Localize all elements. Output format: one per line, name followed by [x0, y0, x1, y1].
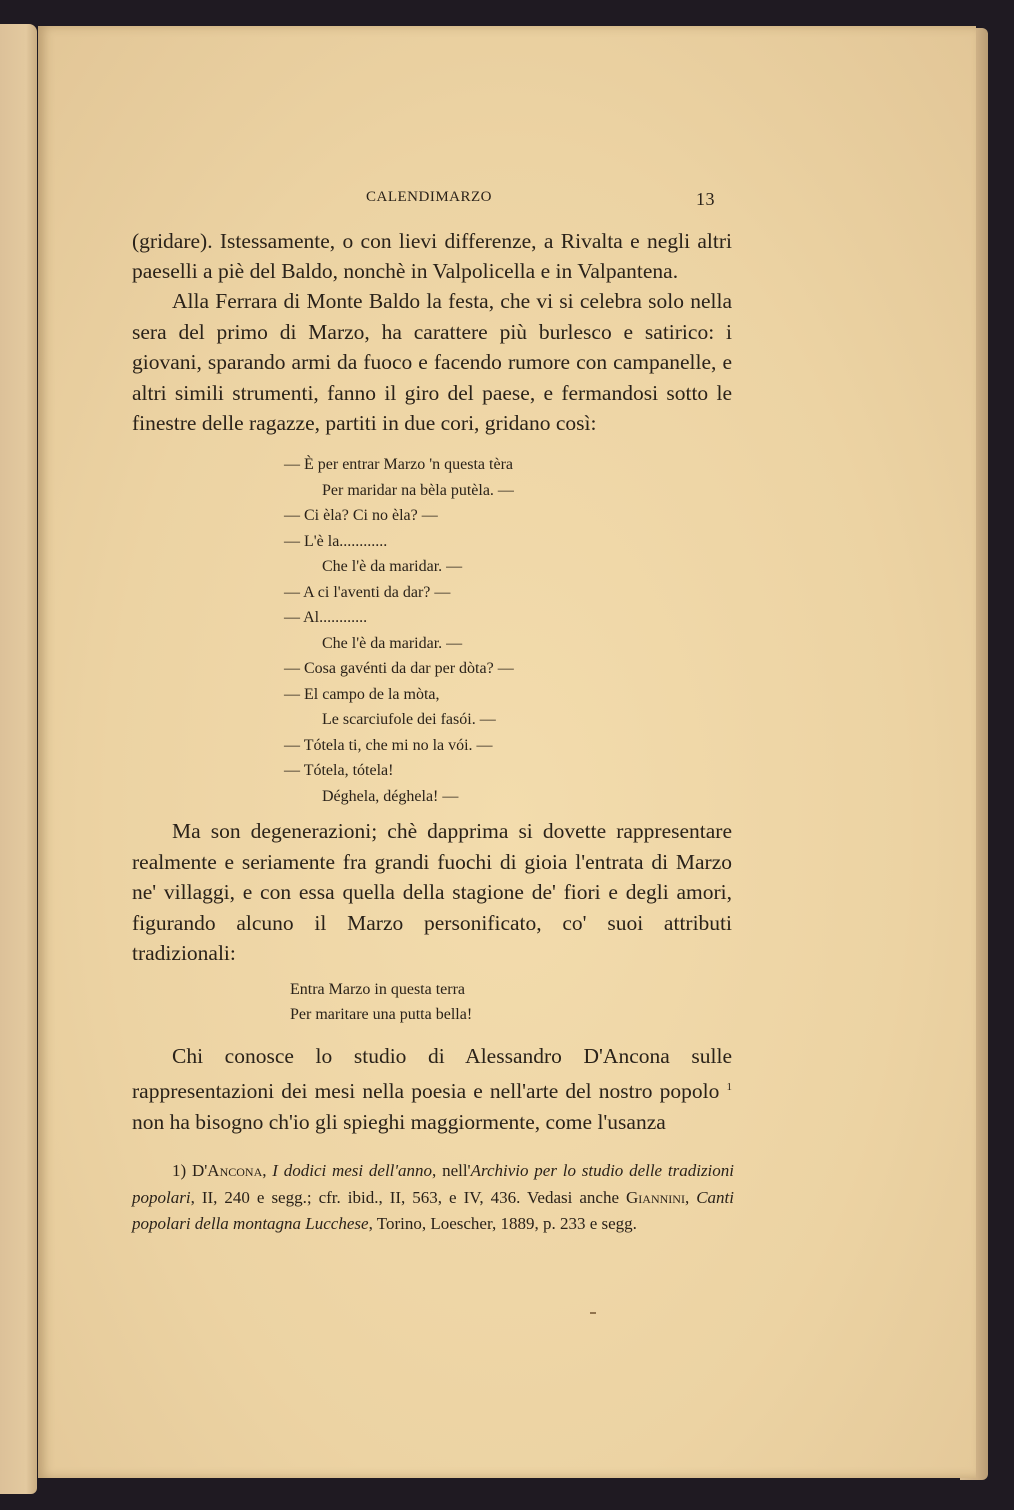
footnote-rest-1: , II, 240 e segg.; cfr. ibid., II, 563, e IV, 436. Vedasi anche	[190, 1187, 619, 1207]
footnote-reference[interactable]: 1	[726, 1081, 733, 1093]
footnote-title-2: Canti popolari della montagna Lucchese	[132, 1187, 735, 1233]
verse-line: Entra Marzo in questa terra	[290, 981, 466, 998]
footnote: 1) D'Ancona, I dodici mesi dell'anno, nell'Archivio per lo studio delle tradizioni popolari, II, 240 e segg.; cfr. ibid., II, 563, e IV, 436. Vedasi anche Giannini, Canti popolari della montagna Lucchese, Torino, Loescher, 1889, p. 233 e segg.	[132, 1161, 735, 1233]
verse-line: — Tótela ti, che mi no la vói. —	[284, 736, 493, 754]
footnote-rest-2: , Torino, Loescher, 1889, p. 233 e segg.	[368, 1214, 637, 1233]
book-page	[38, 26, 976, 1478]
running-title: CALENDIMARZO	[366, 189, 492, 205]
verse-line: — Cosa gavénti da dar per dòta? —	[284, 660, 514, 677]
running-header	[38, 189, 976, 213]
paragraph-1: (gridare). Istessamente, o con lievi differenze, a Rivalta e negli altri paeselli a piè del Baldo, nonchè in Valpolicella e in Valpantena.	[132, 229, 732, 283]
verse-line: Per maridar na bèla putèla. —	[322, 481, 514, 499]
verse-line: Che l'è da maridar. —	[322, 558, 463, 575]
footnote-author-1: D'Ancona	[191, 1161, 263, 1180]
verse-line: Déghela, déghela! —	[322, 787, 459, 805]
verse-line: — El campo de la mòta,	[284, 685, 440, 703]
verse-line: Che l'è da maridar. —	[322, 634, 463, 652]
page-number: 13	[696, 189, 715, 209]
paragraph-4-text: Chi conosce lo studio di Alessandro D'Ancona sulle rappresentazioni dei mesi nella poesia e nell'arte del nostro popolo	[132, 1044, 732, 1104]
verse-line: — A ci l'aventi da dar? —	[284, 583, 451, 601]
previous-page-edge	[0, 24, 37, 1494]
paragraph-3: Ma son degenerazioni; chè dapprima si dovette rappresentare realmente e seriamente fra grandi fuochi di gioia l'entrata di Marzo ne' villaggi, e con essa quella della stagione de' fiori e degli amori, figurando alcuno il Marzo personificato, co' suoi attributi tradizionali:	[132, 819, 732, 965]
paragraph-4-end: non ha bisogno ch'io gli spieghi maggiormente, come l'usanza	[132, 1110, 666, 1135]
verse-line: — Ci èla? Ci no èla? —	[284, 507, 438, 524]
dialect-verse	[284, 452, 514, 809]
verse-line: — Tótela, tótela!	[284, 762, 394, 779]
quoted-verse	[290, 977, 472, 1027]
verse-line: — Al............	[284, 609, 368, 626]
verse-line: Le scarciufole dei fasói. —	[322, 711, 496, 728]
paragraph-4	[132, 1041, 732, 1138]
verse-line: — È per entrar Marzo 'n questa tèra	[284, 456, 513, 473]
footnote-author-2: Giannini	[626, 1187, 685, 1207]
paragraph-2: Alla Ferrara di Monte Baldo la festa, che vi si celebra solo nella sera del primo di Marzo, ha carattere più burlesco e satirico: i giovani, sparando armi da fuoco e facendo rumore con campanelle, e altri simili strumenti, fanno il giro del paese, e fermandosi sotto le finestre delle ragazze, partiti in due cori, gridano così:	[132, 289, 732, 435]
footnote-sep-1: , nell'	[432, 1161, 471, 1180]
paper-speck	[590, 1312, 596, 1314]
footnote-journal: Archivio per lo studio delle tradizioni popolari	[132, 1161, 735, 1207]
verse-line: Per maritare una putta bella!	[290, 1006, 473, 1023]
footnote-title-1: I dodici mesi dell'anno	[272, 1161, 433, 1180]
verse-line: — L'è la............	[284, 532, 388, 550]
footnote-marker: 1)	[172, 1161, 187, 1180]
